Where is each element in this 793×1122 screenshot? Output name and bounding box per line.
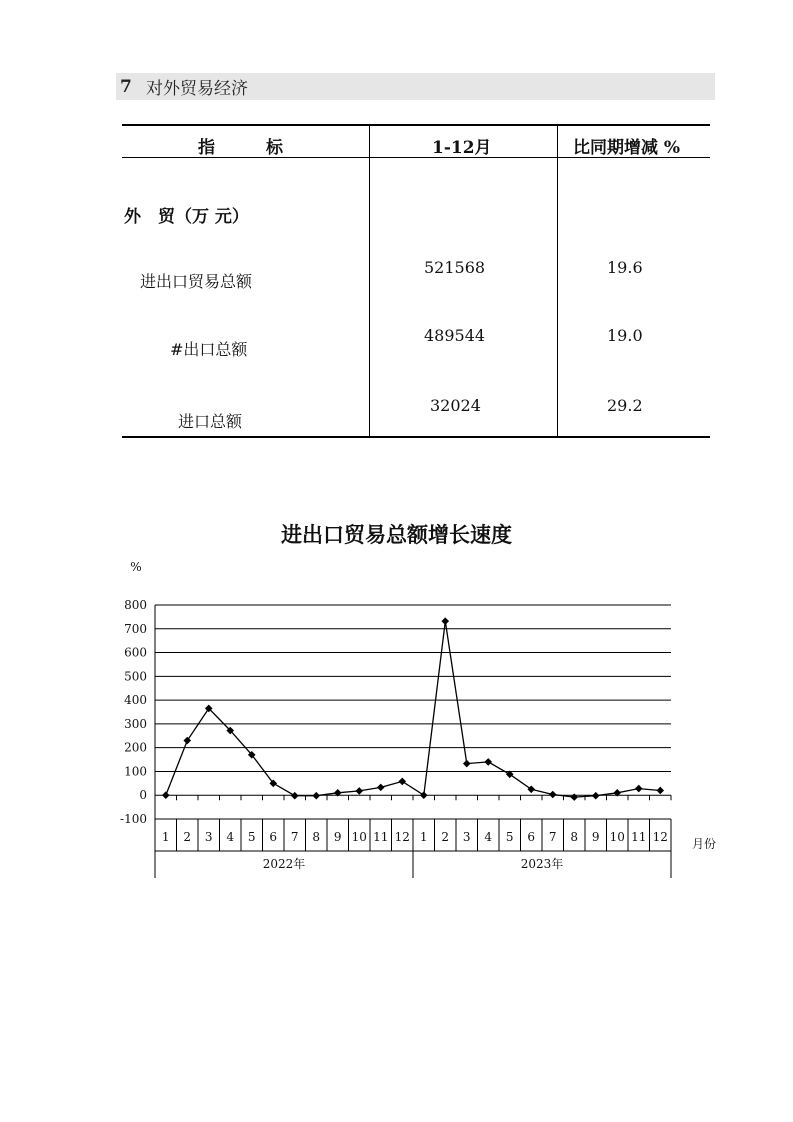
- data-point: [183, 737, 191, 745]
- x-tick-label: 7: [548, 830, 557, 844]
- y-tick-label: 500: [124, 669, 147, 684]
- x-tick-label: 12: [394, 830, 410, 844]
- row-import-label: 进口总额: [178, 412, 243, 431]
- data-point: [592, 792, 600, 800]
- x-tick-label: 11: [631, 830, 647, 844]
- data-point: [420, 791, 428, 799]
- x-tick-label: 2: [441, 830, 450, 844]
- section-number: 7: [120, 76, 132, 97]
- group-label: 外 贸（万 元）: [124, 207, 249, 227]
- y-tick-label: 200: [124, 740, 147, 755]
- x-tick-label: 1: [161, 830, 170, 844]
- data-point: [463, 760, 471, 768]
- x-tick-label: 8: [312, 830, 321, 844]
- x-tick-label: 10: [351, 830, 367, 844]
- y-tick-label: 700: [124, 621, 147, 636]
- row-total-change: 19.6: [607, 258, 643, 277]
- header-change: 比同期增减 %: [573, 138, 681, 158]
- data-point: [441, 617, 449, 625]
- year-group-label: 2022年: [262, 857, 306, 871]
- x-tick-label: 6: [269, 830, 278, 844]
- y-tick-label: 600: [124, 645, 147, 660]
- section-title: 对外贸易经济: [146, 79, 248, 99]
- x-tick-label: 9: [591, 830, 600, 844]
- x-tick-label: 7: [290, 830, 299, 844]
- header-period: 1-12月: [432, 138, 492, 158]
- row-import-change: 29.2: [607, 396, 643, 415]
- data-point: [162, 791, 170, 799]
- x-tick-label: 3: [462, 830, 471, 844]
- x-tick-label: 4: [226, 830, 235, 844]
- row-export-value: 489544: [424, 326, 486, 345]
- x-tick-label: 9: [333, 830, 342, 844]
- x-tick-label: 11: [373, 830, 389, 844]
- series-line: [166, 621, 661, 797]
- data-point: [484, 758, 492, 766]
- y-tick-label: 100: [124, 764, 147, 779]
- x-tick-label: 8: [570, 830, 579, 844]
- x-tick-label: 4: [484, 830, 493, 844]
- x-tick-label: 10: [609, 830, 625, 844]
- data-point: [656, 787, 664, 795]
- y-tick-label: -100: [120, 812, 147, 826]
- row-import-value: 32024: [430, 396, 481, 415]
- y-tick-label: 300: [124, 716, 147, 731]
- x-tick-label: 6: [527, 830, 536, 844]
- row-export-change: 19.0: [607, 326, 643, 345]
- year-group-label: 2023年: [520, 857, 564, 871]
- x-tick-label: 5: [247, 830, 256, 844]
- x-tick-label: 12: [652, 830, 668, 844]
- data-point: [312, 792, 320, 800]
- row-total-label: 进出口贸易总额: [140, 272, 253, 291]
- data-point: [570, 793, 578, 801]
- x-tick-label: 3: [204, 830, 213, 844]
- y-tick-label: 0: [139, 788, 147, 803]
- data-point: [355, 787, 363, 795]
- x-tick-label: 5: [505, 830, 514, 844]
- x-tick-label: 1: [419, 830, 428, 844]
- data-point: [398, 778, 406, 786]
- y-axis-label: %: [130, 560, 142, 574]
- data-point: [377, 784, 385, 792]
- chart-title: 进出口贸易总额增长速度: [281, 523, 512, 547]
- y-tick-label: 400: [124, 693, 147, 708]
- x-axis-label: 月份: [691, 837, 717, 851]
- data-point: [291, 792, 299, 800]
- data-point: [549, 791, 557, 799]
- data-point: [635, 785, 643, 793]
- row-total-value: 521568: [424, 258, 486, 277]
- y-tick-label: 800: [124, 598, 147, 612]
- x-tick-label: 2: [183, 830, 192, 844]
- row-export-label: #出口总额: [170, 340, 248, 359]
- header-indicator: 指 标: [198, 138, 283, 158]
